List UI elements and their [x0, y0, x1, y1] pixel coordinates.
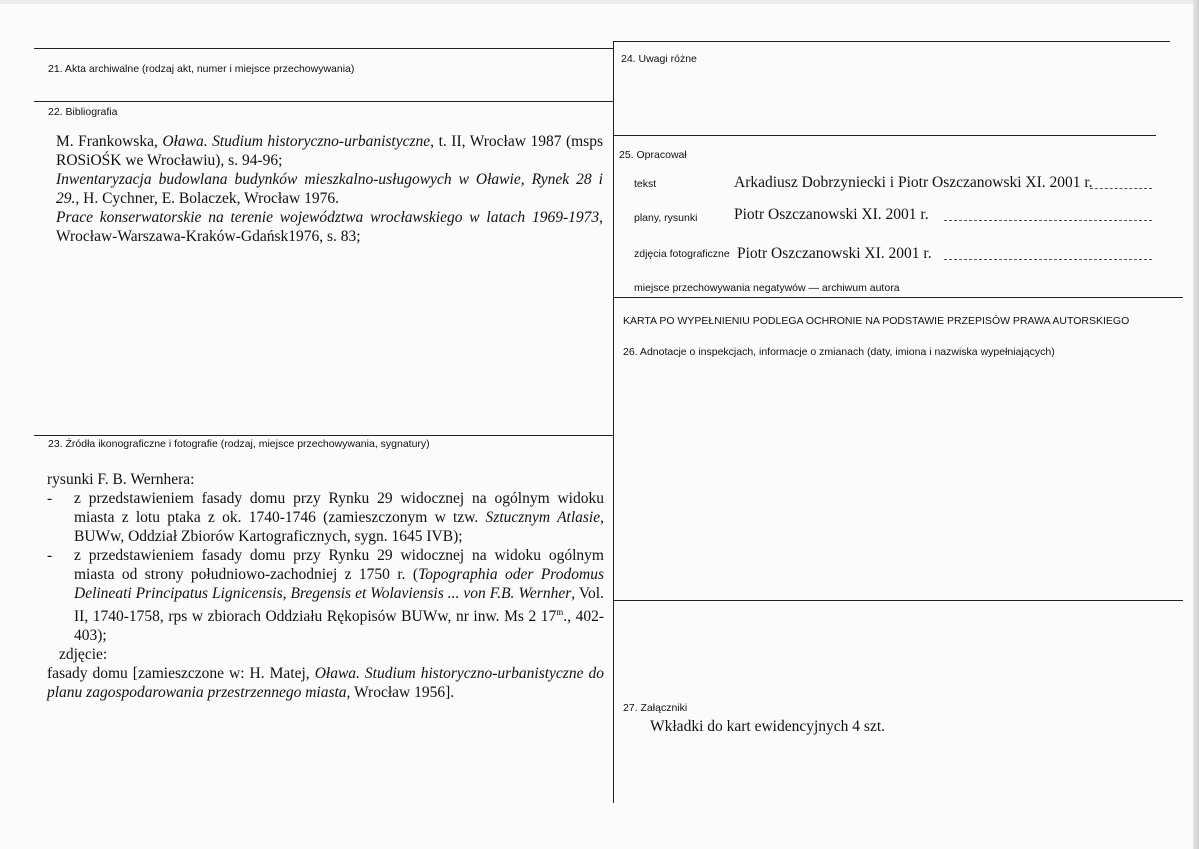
- iconography-intro: rysunki F. B. Wernhera:: [47, 471, 195, 488]
- section-23-label: 23. Źródła ikonograficzne i fotografie (rodzaj, miejsce przechowywania, sygnatury): [48, 438, 430, 450]
- rule-23: [34, 435, 613, 436]
- scan-top-edge: [0, 0, 1199, 4]
- iconography-text: [47, 470, 604, 702]
- rule-27: [613, 600, 1183, 601]
- top-rule-left: [34, 48, 613, 49]
- tekst-label: tekst: [634, 178, 657, 190]
- zdjecia-value: Piotr Oszczanowski XI. 2001 r.: [737, 245, 932, 262]
- rule-25: [613, 135, 1156, 136]
- iconography-item-2: - z przedstawieniem fasady domu przy Rynku 29 widocznej na widoku ogólnym miasta od strony południowo-zachodniej z 1750 r. (Topographia oder Prodomus Delineati Principatus Lignicensis, Bregensis et Wolaviensis ... von F.B. Wernher, Vol. II, 1740-1758, rps w zbiorach Oddziału Rękopisów BUWw, nr inw. Ms 2 17$^m$., 402-403);: [47, 547, 604, 645]
- tekst-dotted-line: [1090, 188, 1152, 189]
- scan-right-edge: [1193, 0, 1199, 849]
- section-22-label: 22. Bibliografia: [48, 106, 118, 118]
- plany-value: Piotr Oszczanowski XI. 2001 r.: [734, 206, 929, 223]
- copyright-notice: KARTA PO WYPEŁNIENIU PODLEGA OCHRONIE NA PODSTAWIE PRZEPISÓW PRAWA AUTORSKIEGO: [623, 315, 1130, 327]
- rule-notice: [613, 297, 1183, 298]
- section-27-label: 27. Załączniki: [623, 702, 688, 714]
- tekst-value: Arkadiusz Dobrzyniecki i Piotr Oszczanowski XI. 2001 r.: [734, 174, 1093, 191]
- rule-22: [34, 101, 613, 102]
- center-divider: [613, 41, 614, 803]
- attachments-value: Wkładki do kart ewidencyjnych 4 szt.: [650, 718, 886, 735]
- section-25-label: 25. Opracował: [619, 149, 687, 161]
- photo-description: fasady domu [zamieszczone w: H. Matej, Oława. Studium historyczno-urbanistyczne do planu zagospodarowania przestrzennego miasta, Wrocław 1956].: [47, 665, 604, 702]
- section-26-label: 26. Adnotacje o inspekcjach, informacje o zmianach (daty, imiona i nazwiska wypełniających): [623, 346, 1055, 358]
- bibliography-entry-1: M. Frankowska, Oława. Studium historyczno-urbanistyczne, t. II, Wrocław 1987 (msps ROSiOŚK we Wrocławiu), s. 94-96;: [56, 133, 603, 169]
- bibliography-entry-2: Inwentaryzacja budowlana budynków mieszkalno-usługowych w Oławie, Rynek 28 i 29., H. Cychner, E. Bolaczek, Wrocław 1976.: [56, 171, 603, 207]
- zdjecia-dotted-line: [944, 259, 1152, 260]
- bibliography-entry-3: Prace konserwatorskie na terenie województwa wrocławskiego w latach 1969-1973, Wrocław-Warszawa-Kraków-Gdańsk1976, s. 83;: [56, 209, 603, 245]
- bibliography-text: [56, 132, 603, 246]
- section-21-label: 21. Akta archiwalne (rodzaj akt, numer i miejsce przechowywania): [48, 63, 355, 75]
- zdjecia-label: zdjęcia fotograficzne: [634, 248, 730, 260]
- iconography-item-1: - z przedstawieniem fasady domu przy Rynku 29 widocznej na ogólnym widoku miasta z lotu ptaka z ok. 1740-1746 (zamieszczonym w tzw. Sztucznym Atlasie, BUWw, Oddział Zbiorów Kartograficznych, sygn. 1645 IVB);: [47, 490, 604, 545]
- plany-label: plany, rysunki: [634, 212, 698, 224]
- plany-dotted-line: [944, 220, 1152, 221]
- photo-heading: zdjęcie:: [59, 646, 108, 664]
- top-rule-right: [613, 41, 1170, 42]
- negatives-storage: miejsce przechowywania negatywów — archiwum autora: [634, 282, 900, 294]
- section-24-label: 24. Uwagi różne: [621, 53, 697, 65]
